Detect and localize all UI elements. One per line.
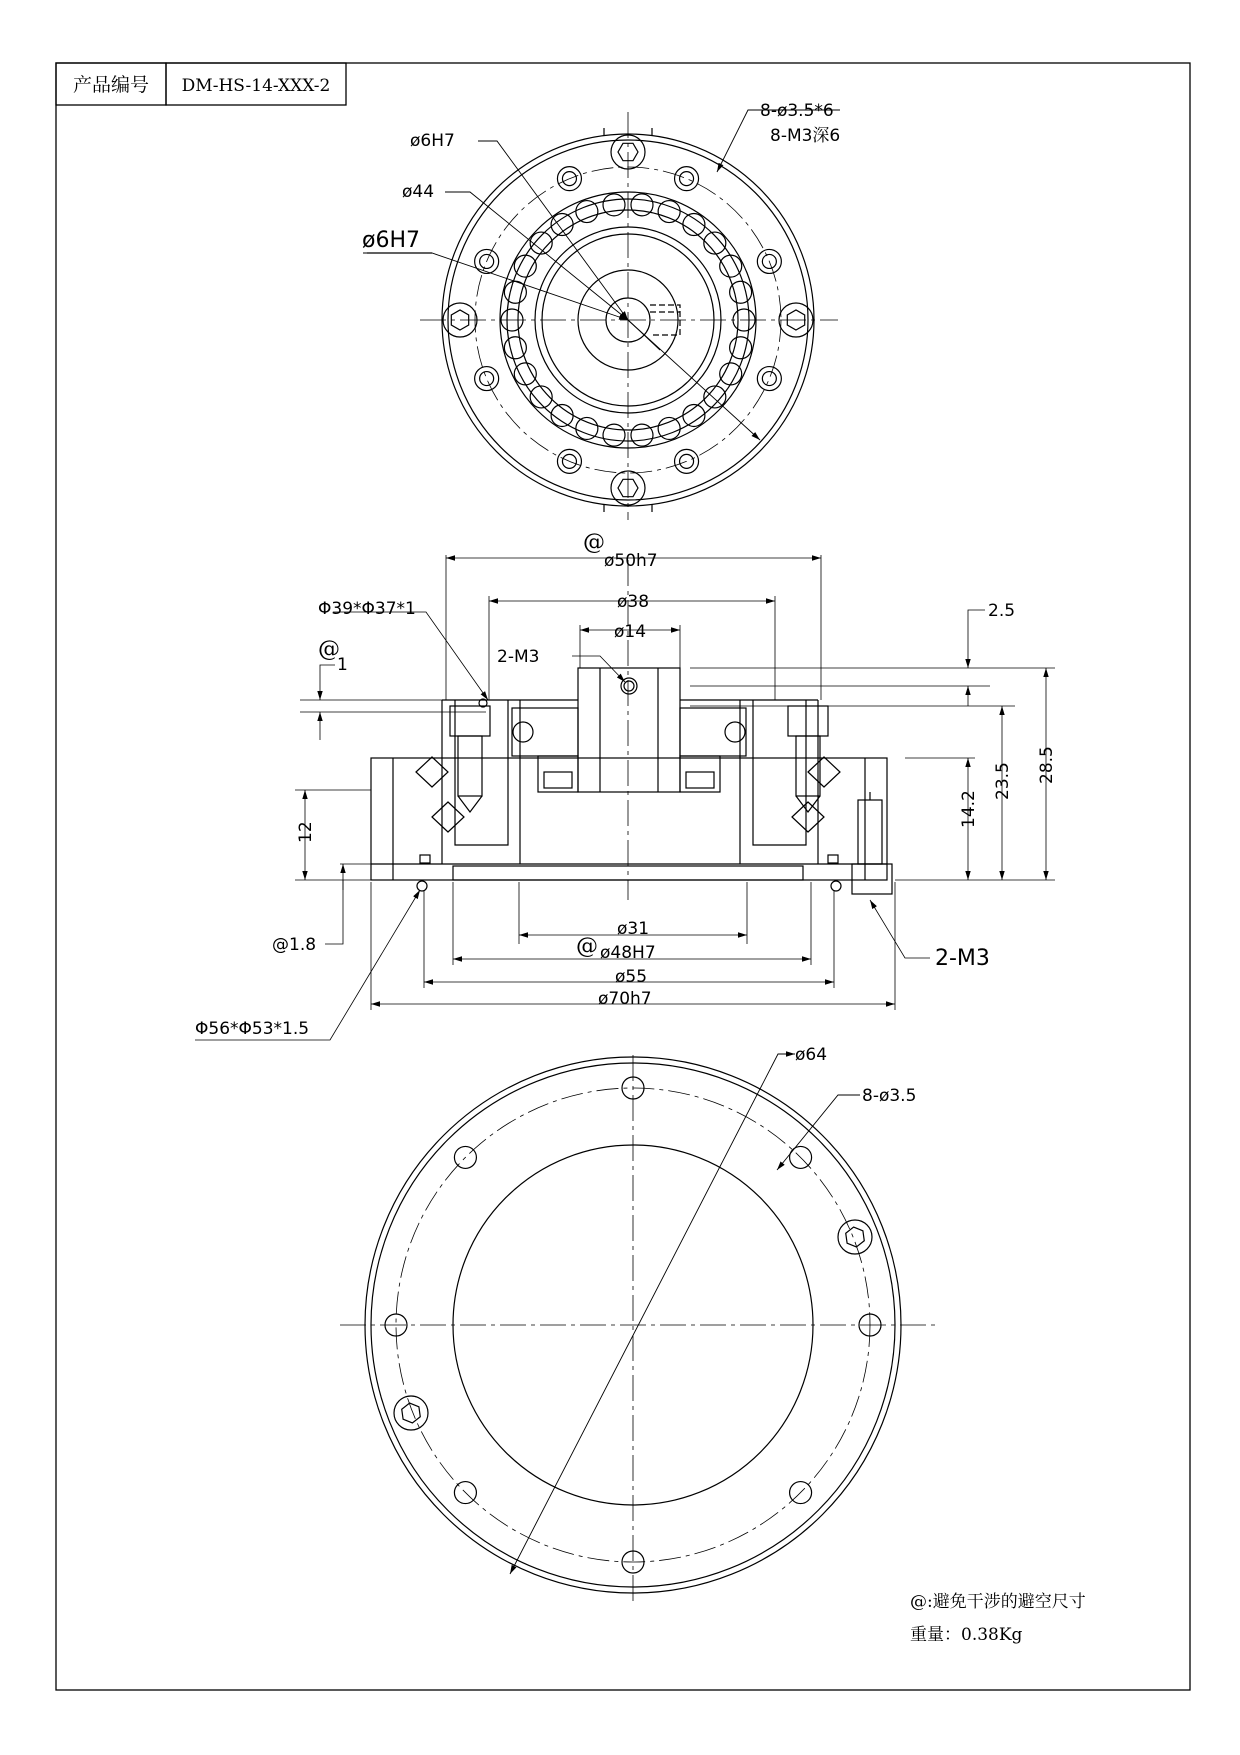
bearing-ball	[603, 424, 625, 446]
dim-m3-side: 2-M3	[935, 946, 990, 971]
bearing-ball	[576, 201, 598, 223]
dim-d50: ø50h7	[604, 551, 658, 571]
bearing-ball	[504, 337, 526, 359]
dim-1: 1	[337, 655, 348, 675]
mounting-hole	[757, 367, 781, 391]
bearing-ball	[514, 255, 536, 277]
dim-holes-top: 8-ø3.5*6	[760, 101, 834, 121]
title-block-label: 产品编号	[72, 74, 150, 96]
note-clearance: @:避免干涉的避空尺寸	[910, 1592, 1086, 1612]
mounting-hole	[475, 367, 499, 391]
bearing-ball	[576, 417, 598, 439]
bottom-view	[340, 1054, 935, 1605]
dim-d31: ø31	[617, 919, 650, 939]
at-mark-mid: @	[576, 934, 598, 959]
dim-d64: ø64	[795, 1045, 828, 1065]
mounting-hole-inner	[480, 372, 494, 386]
dim-28-5: 28.5	[1037, 746, 1057, 784]
dim-12: 12	[296, 821, 316, 843]
bearing-ball	[720, 255, 742, 277]
dim-23-5: 23.5	[993, 762, 1013, 800]
dim-d55: ø55	[615, 967, 648, 987]
dim-m3-top: 2-M3	[497, 647, 540, 667]
dim-outer-44: ø44	[402, 182, 435, 202]
bearing-ball	[658, 417, 680, 439]
at-mark-top: @	[583, 530, 605, 555]
bearing-ball	[658, 201, 680, 223]
dim-14-2: 14.2	[959, 790, 979, 828]
dim-bottom-holes: 8-ø3.5	[862, 1086, 917, 1106]
note-weight: 重量：0.38Kg	[910, 1625, 1023, 1645]
dim-bore-large: ø6H7	[362, 228, 420, 253]
bearing-ball	[603, 194, 625, 216]
top-view	[363, 110, 840, 520]
at-mark-1: @	[318, 637, 340, 662]
dim-at-1-8: @1.8	[272, 935, 317, 955]
bearing-ball	[631, 194, 653, 216]
dim-d38: ø38	[617, 592, 650, 612]
drawing-border	[56, 63, 1190, 1690]
bearing-ball	[631, 424, 653, 446]
mounting-hole	[675, 167, 699, 191]
dim-d14: ø14	[614, 622, 647, 642]
bearing-ball	[514, 363, 536, 385]
dim-groove-top: Φ39*Φ37*1	[318, 599, 416, 619]
bearing-ball	[730, 337, 752, 359]
product-code: DM-HS-14-XXX-2	[181, 76, 331, 96]
dim-2-5: 2.5	[988, 601, 1016, 621]
dim-d48: ø48H7	[600, 943, 656, 963]
title-block	[56, 63, 346, 105]
bearing-ball	[730, 281, 752, 303]
mounting-hole-inner	[680, 172, 694, 186]
dim-d70: ø70h7	[598, 989, 652, 1009]
bearing-ball	[720, 363, 742, 385]
mounting-hole-inner	[762, 372, 776, 386]
dim-threads-top: 8-M3深6	[770, 126, 841, 146]
dim-bore-small: ø6H7	[410, 131, 455, 151]
dim-groove-bottom: Φ56*Φ53*1.5	[195, 1019, 310, 1039]
